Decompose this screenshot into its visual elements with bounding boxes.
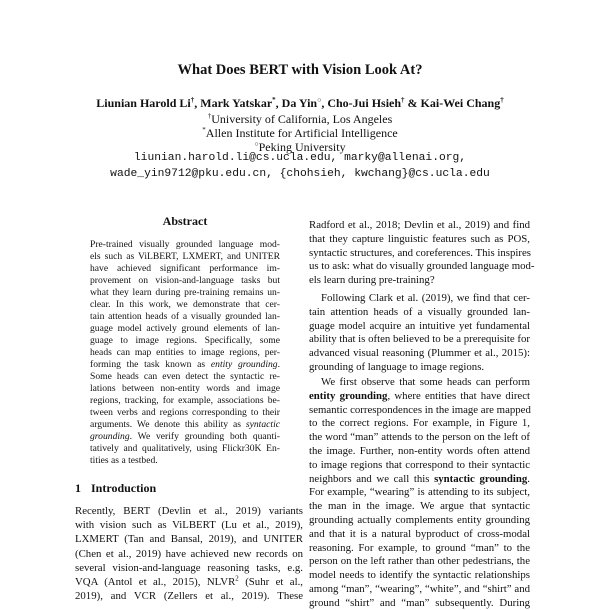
- author-name: Cho-Jui Hsieh: [327, 96, 402, 110]
- abstract-line: clear. In this work, we demonstrate that cer-: [90, 299, 280, 310]
- body-line: We first observe that some heads can perform: [321, 376, 530, 388]
- abstract-line: [90, 359, 280, 371]
- affiliation-text: University of California, Los Angeles: [211, 112, 393, 126]
- paper-title: What Does BERT with Vision Look At?: [177, 62, 423, 78]
- italic-term: grounding: [90, 431, 130, 442]
- abstract-line: els such as ViLBERT, LXMERT, and UNITER: [90, 251, 280, 262]
- abstract-line: heads can map entities to image regions, per-: [90, 347, 280, 358]
- abstract-line: guage to image regions. Specifically, some: [90, 335, 280, 346]
- author-separator: ,: [275, 96, 282, 110]
- body-line: reasoning. For example, to ground “man” to the: [309, 541, 530, 554]
- body-line: [309, 472, 530, 486]
- abstract-line: [90, 419, 280, 431]
- text-run: . We verify grounding both quanti-: [129, 431, 280, 442]
- abstract-line: tain attention heads of a visually grounded lan-: [90, 311, 280, 322]
- abstract-heading: Abstract: [162, 214, 208, 228]
- body-line: and that it is a natural byproduct of cross-modal: [309, 527, 530, 540]
- abstract-line: tatively and qualitatively, using Flickr30K En-: [90, 443, 280, 454]
- abstract-line: [90, 431, 280, 443]
- body-line: advanced visual reasoning (Plummer et al., 2015):: [309, 347, 530, 360]
- body-line: the word “man” attends to the person on the left of: [309, 431, 530, 444]
- bold-term: syntactic grounding: [434, 472, 528, 485]
- author-mark: †: [500, 96, 504, 104]
- body-line: grounding of language to image regions.: [309, 361, 485, 373]
- body-line: For example, “wearing” is attending to its subject,: [309, 486, 530, 499]
- text-run: (Suhr et al.,: [238, 576, 303, 588]
- affiliation: [0, 112, 600, 127]
- abstract-line: tween verbs and regions corresponding to their: [90, 407, 280, 418]
- abstract-line: tities as a testbed.: [90, 455, 158, 466]
- body-line: grounding actually complements entity grounding: [309, 514, 530, 526]
- email-line: wade_yin9712@pku.edu.cn, {chohsieh, kwchang}@cs.ucla.edu: [110, 168, 490, 180]
- body-line: among “man”, “wearing”, “white”, and “shirt” and: [309, 583, 530, 595]
- text-run: VQA (Antol et al., 2015), NLVR: [75, 576, 236, 588]
- abstract-line: have achieved significant performance im-: [90, 263, 280, 274]
- author-separator: ,: [321, 96, 328, 110]
- body-line: [309, 389, 530, 403]
- body-line: ground “shirt” and “man” subsequently. During: [309, 596, 530, 609]
- bold-term: entity grounding: [309, 389, 388, 402]
- text-run: forming the task known as: [90, 359, 211, 370]
- author-separator: &: [404, 96, 421, 110]
- author-mark: †: [401, 96, 405, 104]
- body-line: to image regions that correspond to their syntactic: [309, 458, 530, 471]
- body-line: LXMERT (Tan and Bansal, 2019), and UNITER: [75, 533, 303, 546]
- body-line: to the correct regions. For example, in Figure 1,: [309, 417, 530, 430]
- body-line: els learn during pre-training?: [309, 274, 435, 287]
- body-line: Radford et al., 2018; Devlin et al., 2019) and find: [309, 219, 530, 231]
- author-mark: ○: [317, 96, 322, 104]
- text-run: , where entities that have direct: [387, 389, 530, 402]
- email-line: liunian.harold.li@cs.ucla.edu, marky@allenai.org,: [133, 152, 467, 164]
- abstract-line: provement on vision-and-language tasks but: [90, 275, 280, 286]
- body-line: guage model acquire an intuitive yet fundamental: [309, 319, 530, 332]
- body-line: 2019), and VCR (Zellers et al., 2019). These: [75, 590, 303, 603]
- section-title: Introduction: [91, 481, 157, 495]
- body-line: syntactic structures, and coreferences. This inspires: [309, 246, 531, 259]
- body-line: several vision-and-language reasoning tasks, e.g.: [75, 561, 303, 574]
- affiliation-mark: ○: [254, 140, 259, 148]
- affiliation-text: Allen Institute for Artificial Intelligence: [205, 126, 398, 140]
- abstract-line: Some heads can even detect the syntactic re-: [90, 371, 280, 382]
- author-mark: †: [190, 96, 195, 104]
- body-line: person on the left rather than other pedestrians, the: [309, 555, 530, 568]
- affiliation-mark: †: [207, 112, 212, 120]
- body-line: [75, 575, 303, 589]
- author-name: Kai-Wei Chang: [420, 96, 501, 110]
- author-name: Da Yin: [281, 96, 318, 110]
- body-line: Following Clark et al. (2019), we find that cer-: [321, 292, 530, 304]
- text-run: neighbors and we call this: [309, 472, 435, 485]
- body-line: semantic correspondences in the image are mapped: [309, 403, 531, 416]
- body-line: us to ask: what do visually grounded language mod-: [309, 260, 535, 273]
- abstract-line: lations between non-entity words and image: [90, 383, 280, 394]
- section-number: 1: [75, 481, 81, 495]
- body-line: that they capture linguistic features such as POS,: [309, 232, 530, 245]
- body-line: the image. Further, non-entity words often attend: [309, 445, 530, 457]
- author-separator: ,: [194, 96, 201, 110]
- italic-term: entity grounding: [210, 359, 278, 370]
- affiliation-mark: *: [202, 126, 206, 134]
- text-run: .: [277, 359, 280, 370]
- affiliation-text: Peking University: [258, 140, 346, 154]
- abstract-line: Pre-trained visually grounded language mod-: [90, 239, 280, 250]
- text-run: .: [527, 472, 530, 485]
- body-line: with vision such as ViLBERT (Lu et al., 2019),: [75, 519, 303, 532]
- abstract-line: regions, tracking, for example, associations be-: [90, 395, 280, 406]
- text-run: arguments. We denote this ability as: [90, 419, 246, 430]
- abstract-line: what they learn during pre-training remains un-: [90, 287, 280, 298]
- author-name: Mark Yatskar: [200, 96, 273, 110]
- author-list: [0, 96, 600, 111]
- body-line: the man in the image. We argue that syntactic: [309, 500, 530, 513]
- italic-term: syntactic: [245, 419, 280, 430]
- body-line: (Chen et al., 2019) have achieved new records on: [75, 547, 303, 560]
- body-line: ability that is often believed to be a prerequisite for: [309, 333, 530, 346]
- section-heading-introduction: [75, 481, 156, 496]
- affiliation: [0, 126, 600, 141]
- author-mark: *: [272, 96, 276, 104]
- body-line: Recently, BERT (Devlin et al., 2019) variants: [75, 505, 303, 517]
- body-line: tain attention heads of a visually grounded lan-: [309, 305, 530, 318]
- abstract-line: guage model actively ground elements of lan-: [90, 323, 280, 334]
- superscript: 2: [235, 574, 239, 583]
- author-name: Liunian Harold Li: [96, 96, 191, 110]
- body-line: model needs to identify the syntactic relationships: [309, 569, 530, 582]
